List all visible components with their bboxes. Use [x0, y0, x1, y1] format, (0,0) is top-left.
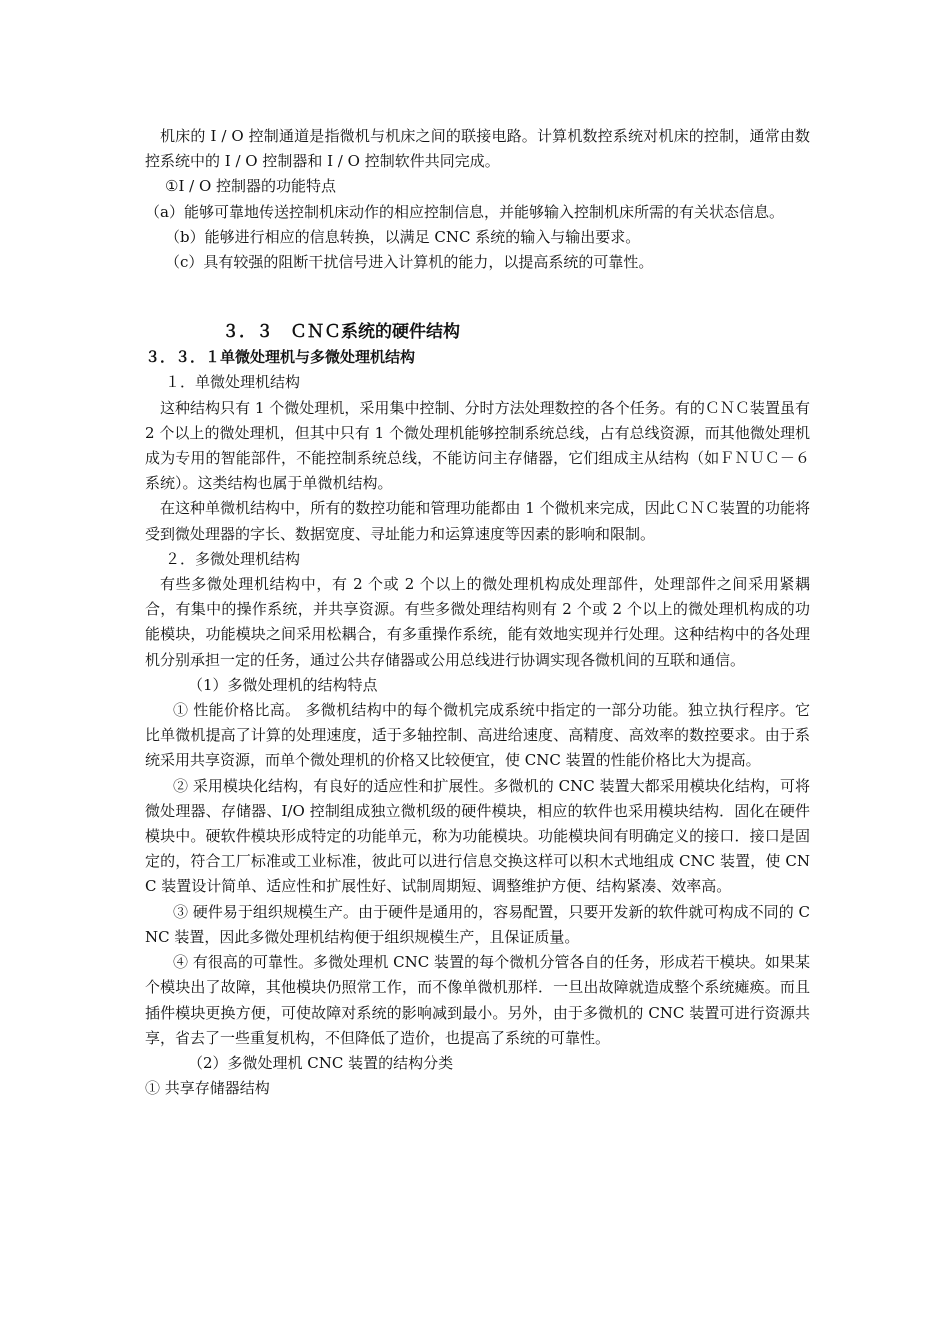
paragraph-io-feature-a: （a）能够可靠地传送控制机床动作的相应控制信息，并能够输入控制机床所需的有关状态信息。 [145, 202, 784, 221]
paragraph-single-heading: １．单微处理机结构 [165, 373, 301, 392]
paragraph-io-feature-b: （b）能够进行相应的信息转换，以满足 CNC 系统的输入与输出要求。 [165, 227, 641, 246]
paragraph-classification-heading: （2）多微处理机 CNC 装置的结构分类 [188, 1053, 454, 1072]
paragraph-multi-desc: 有些多微处理机结构中，有 2 个或 2 个以上的微处理机构成处理部件，处理部件之间采用紧耦合，有集中的操作系统，并共享资源。有些多微处理结构则有 2 个或 2 个以上的微处理机构成的功能模块，功能模块之间采用松耦合，有多重操作系统，能有效地实现并行处理。这种结构中的各处理机分别承担一定的任务，通过公共存储器或公用总线进行协调实现各微机间的互联和通信。 [145, 575, 810, 669]
subsection-title: ３．３．１单微处理机与多微处理机结构 [145, 348, 416, 367]
paragraph-single-limit: 在这种单微机结构中，所有的数控功能和管理功能都由 1 个微机来完成，因此ＣＮＣ装置的功能将受到微处理器的字长、数据宽度、寻址能力和运算速度等因素的影响和限制。 [145, 499, 810, 543]
paragraph-io-channel: 机床的 I / O 控制通道是指微机与机床之间的联接电路。计算机数控系统对机床的控制，通常由数控系统中的 I / O 控制器和 I / O 控制软件共同完成。 [145, 127, 810, 171]
paragraph-feature-3: ③ 硬件易于组织规模生产。由于硬件是通用的，容易配置，只要开发新的软件就可构成不同的 CNC 装置，因此多微处理机结构便于组织规模生产，且保证质量。 [145, 902, 810, 946]
paragraph-single-desc: 这种结构只有 1 个微处理机，采用集中控制、分时方法处理数控的各个任务。有的ＣＮＣ装置虽有 2 个以上的微处理机，但其中只有 1 个微处理机能够控制系统总线，占有总线资源，而其他微处理机成为专用的智能部件，不能控制系统总线，不能访问主存储器，它们组成主从结构（如ＦＮＵＣ－６系统）。这类结构也属于单微机结构。 [145, 398, 810, 493]
paragraph-io-features-heading: ①I / O 控制器的功能特点 [165, 177, 337, 196]
paragraph-multi-features-heading: （1）多微处理机的结构特点 [188, 675, 378, 694]
section-title: ３．３ ＣＮＣ系统的硬件结构 [222, 322, 460, 343]
document-page [145, 124, 810, 1101]
paragraph-multi-heading: ２．多微处理机结构 [165, 549, 301, 568]
paragraph-feature-2: ② 采用模块化结构，有良好的适应性和扩展性。多微机的 CNC 装置大都采用模块化结构，可将微处理器、存储器、I/O 控制组成独立微机级的硬件模块，相应的软件也采用模块结构．固化在硬件模块中。硬软件模块形成特定的功能单元，称为功能模块。功能模块间有明确定义的接口．接口是固定的，符合工厂标准或工业标准，彼此可以进行信息交换这样可以积木式地组成 CNC 装置，使 CNC 装置设计简单、适应性和扩展性好、试制周期短、调整维护方便、结构紧凑、效率高。 [145, 776, 810, 896]
paragraph-feature-1: ① 性能价格比高。 多微机结构中的每个微机完成系统中指定的一部分功能。独立执行程序。它比单微机提高了计算的处理速度，适于多轴控制、高进给速度、高精度、高效率的数控要求。由于系统采用共享资源，而单个微处理机的价格又比较便宜，使 CNC 装置的性能价格比大为提高。 [145, 701, 810, 770]
paragraph-shared-memory: ① 共享存储器结构 [145, 1079, 270, 1098]
section-gap [145, 275, 810, 319]
paragraph-feature-4: ④ 有很高的可靠性。多微处理机 CNC 装置的每个微机分管各自的任务，形成若干模块。如果某个模块出了故障，其他模块仍照常工作，而不像单微机那样．一旦出故障就造成整个系统瘫痪。而且插件模块更换方便，可使故障对系统的影响减到最小。另外，由于多微机的 CNC 装置可进行资源共享，省去了一些重复机构，不但降低了造价，也提高了系统的可靠性。 [145, 953, 810, 1047]
paragraph-io-feature-c: （c）具有较强的阻断干扰信号进入计算机的能力，以提高系统的可靠性。 [165, 253, 654, 272]
